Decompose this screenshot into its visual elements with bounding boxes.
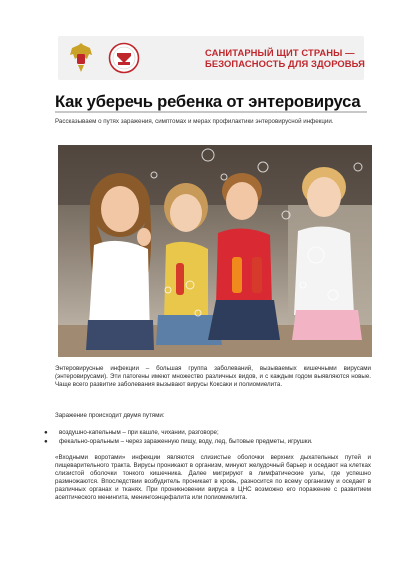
list-item (44, 429, 370, 438)
list-item (44, 438, 370, 447)
bullet-icon: ● (44, 429, 48, 436)
transmission-list (44, 429, 370, 446)
lead-text: Рассказываем о путях заражения, симптомах и мерах профилактики энтеровирусной инфекции. (55, 118, 334, 125)
header-title (205, 47, 365, 69)
header-title-line1: САНИТАРНЫЙ ЩИТ СТРАНЫ — (205, 47, 355, 58)
list-item-text: фекально-оральным – через зараженную пищу, воду, лед, бытовые предметы, игрушки. (59, 437, 313, 445)
coat-of-arms-icon (66, 41, 96, 75)
bullet-icon: ● (44, 437, 48, 445)
list-item-text: воздушно-капельным – при кашле, чихании, разговоре; (59, 429, 219, 436)
title-divider (55, 111, 367, 113)
paragraph-routes: Заражение происходит двумя путями: (55, 412, 165, 419)
rospotrebnadzor-logo (108, 42, 140, 74)
header-title-line2: БЕЗОПАСНОСТЬ ДЛЯ ЗДОРОВЬЯ (205, 58, 366, 69)
paragraph-intro: Энтеровирусные инфекции – большая группа заболеваний, вызываемых кишечными вирусами (энтеровирусами). Эти патогены имеют множество различных видов, и с каждым годом выявляются новые. Чаще всего развитие заболевания вызывают вирусы Коксаки и полиомиелита. (55, 365, 371, 388)
children-bubbles-photo (58, 145, 372, 357)
paragraph-entry: «Входными воротами» инфекции являются слизистые оболочки верхних дыхательных путей и пищеварительного тракта. Вирусы проникают в организм, минуют желудочный барьер и оседают на клетках слизистой оболочки тонкого кишечника. Далее мигрируют в лимфатические узлы, где успешно размножаются. Впоследствии возбудитель проникает в кровь, разносится по всему организму и оседает в различных органах и тканях. При проникновении вируса в ЦНС возможно его поражение с развитием асептического менингита, менингоэнцефалита или полиомиелита. (55, 454, 371, 501)
page-title: Как уберечь ребенка от энтеровируса (55, 92, 361, 111)
